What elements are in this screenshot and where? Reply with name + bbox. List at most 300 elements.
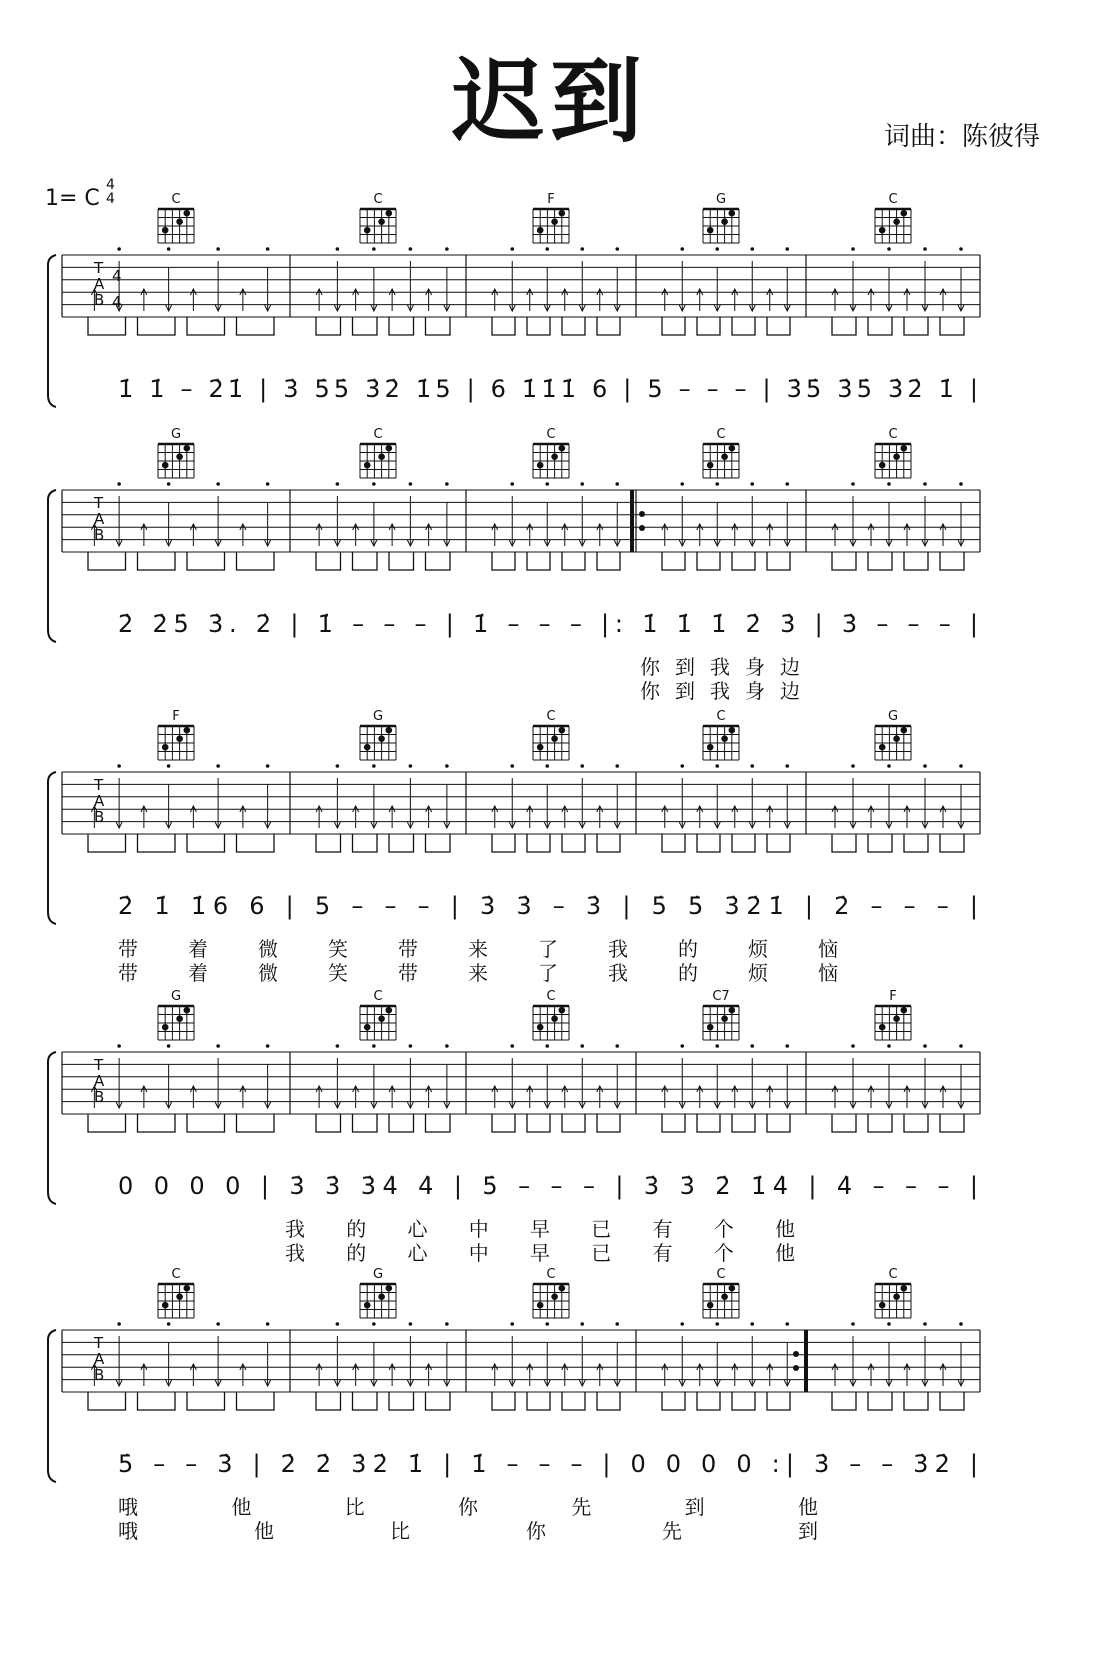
finger-dot (707, 1024, 714, 1031)
rhythm-beam (940, 317, 964, 335)
rhythm-beam (88, 1114, 126, 1132)
finger-dot (386, 210, 393, 217)
accent-dot (510, 1322, 514, 1326)
rhythm-beam (904, 834, 928, 852)
lyric-line-2: 你 到 我 身 边 (640, 679, 800, 703)
jianpu-notation: 0 0 0 0 | 3̇ 3̇ 3̇4̇ 4̇ | 5̇ – – – | 3̇ 3̇ 2̇ 1̇4̇ | 4̇ – – – | (118, 1172, 979, 1200)
accent-dot (580, 1044, 584, 1048)
rhythm-beam (138, 317, 176, 335)
finger-dot (901, 1007, 908, 1014)
accent-dot (409, 247, 413, 251)
finger-dot (162, 744, 169, 751)
rhythm-beam (492, 1392, 515, 1410)
accent-dot (923, 482, 927, 486)
rhythm-beam (187, 552, 225, 570)
finger-dot (378, 735, 385, 742)
tab-timesig-top: 4 (112, 267, 122, 285)
rhythm-beam (732, 834, 755, 852)
rhythm-beam (492, 834, 515, 852)
finger-dot (378, 1015, 385, 1022)
finger-dot (707, 462, 714, 469)
accent-dot (785, 1044, 789, 1048)
finger-dot (729, 1007, 736, 1014)
rhythm-beam (389, 1114, 414, 1132)
accent-dot (750, 1044, 754, 1048)
rhythm-beam (697, 552, 720, 570)
chord-name: C (171, 1267, 181, 1282)
accent-dot (445, 764, 449, 768)
finger-dot (176, 218, 183, 225)
jianpu-notation: 1̇ 1̇ – 2̇1̇ | 3̇ 5̇5̇ 3̇2̇ 1̇5 | 6 1̇1̇1̇ 6 | 5 – – – | 3̇5̇ 3̇5̇ 3̇2̇ 1̇ | (118, 375, 979, 403)
accent-dot (887, 482, 891, 486)
accent-dot (887, 764, 891, 768)
rhythm-beam (732, 1392, 755, 1410)
accent-dot (580, 1322, 584, 1326)
accent-dot (266, 247, 270, 251)
rhythm-beam (389, 1392, 414, 1410)
rhythm-beam (316, 1114, 341, 1132)
chord-name: C (373, 192, 383, 207)
finger-dot (551, 453, 558, 460)
finger-dot (721, 735, 728, 742)
finger-dot (378, 218, 385, 225)
system-2 (48, 427, 980, 703)
finger-dot (893, 453, 900, 460)
accent-dot (266, 1044, 270, 1048)
finger-dot (893, 1015, 900, 1022)
chord-name: G (715, 192, 727, 207)
accent-dot (409, 1322, 413, 1326)
repeat-start-thick (630, 490, 634, 552)
composer-credit: 词曲：陈彼得 (883, 122, 1040, 152)
finger-dot (364, 1302, 371, 1309)
tab-letter-t: T (94, 259, 104, 277)
rhythm-beam (562, 1114, 585, 1132)
finger-dot (378, 1293, 385, 1300)
rhythm-beam (237, 834, 275, 852)
chord-diagram (875, 1267, 911, 1318)
chord-name: F (547, 192, 555, 207)
finger-dot (721, 1015, 728, 1022)
chord-name: C (546, 427, 556, 442)
rhythm-beam (697, 834, 720, 852)
rhythm-beam (662, 1114, 685, 1132)
repeat-dot (793, 1365, 799, 1371)
rhythm-beam (904, 1392, 928, 1410)
rhythm-beam (138, 834, 176, 852)
accent-dot (959, 482, 963, 486)
chord-diagram (703, 989, 739, 1040)
key-signature: 1= C (45, 186, 100, 211)
chord-diagram (703, 192, 739, 243)
accent-dot (715, 482, 719, 486)
chord-diagram (533, 192, 569, 243)
song-title: 迟到 (451, 48, 648, 155)
chord-diagram (360, 192, 396, 243)
lyric-line-2: 带 着 微 笑 带 来 了 我 的 烦 恼 (118, 961, 838, 985)
rhythm-beam (316, 317, 341, 335)
tab-letter-a: A (94, 275, 105, 293)
tab-letter-a: A (94, 510, 105, 528)
lyric-line-1: 哦 他 比 你 先 到 他 (118, 1495, 818, 1519)
finger-dot (364, 1024, 371, 1031)
finger-dot (537, 227, 544, 234)
finger-dot (559, 1007, 566, 1014)
chord-diagram (360, 1267, 396, 1318)
accent-dot (785, 1322, 789, 1326)
finger-dot (378, 453, 385, 460)
tab-letter-b: B (94, 808, 105, 826)
rhythm-beam (940, 834, 964, 852)
finger-dot (184, 1285, 191, 1292)
rhythm-beam (868, 552, 892, 570)
accent-dot (615, 247, 619, 251)
chord-diagram (875, 427, 911, 478)
rhythm-beam (316, 1392, 341, 1410)
rhythm-beam (187, 834, 225, 852)
accent-dot (216, 1322, 220, 1326)
finger-dot (901, 445, 908, 452)
chord-name: C (546, 1267, 556, 1282)
chord-name: G (170, 427, 182, 442)
accent-dot (923, 1322, 927, 1326)
accent-dot (887, 1322, 891, 1326)
finger-dot (879, 227, 886, 234)
accent-dot (715, 764, 719, 768)
accent-dot (445, 247, 449, 251)
accent-dot (167, 247, 171, 251)
finger-dot (364, 744, 371, 751)
rhythm-beam (832, 834, 856, 852)
finger-dot (386, 445, 393, 452)
accent-dot (167, 1322, 171, 1326)
finger-dot (879, 744, 886, 751)
finger-dot (729, 1285, 736, 1292)
accent-dot (409, 764, 413, 768)
finger-dot (162, 1302, 169, 1309)
lyric-line-2: 哦 他 比 你 先 到 (118, 1519, 818, 1543)
rhythm-beam (904, 552, 928, 570)
accent-dot (959, 1044, 963, 1048)
chord-diagram (703, 1267, 739, 1318)
finger-dot (879, 1024, 886, 1031)
accent-dot (923, 247, 927, 251)
accent-dot (372, 764, 376, 768)
finger-dot (721, 453, 728, 460)
finger-dot (707, 227, 714, 234)
accent-dot (580, 764, 584, 768)
rhythm-beam (662, 552, 685, 570)
chord-name: C (888, 1267, 898, 1282)
accent-dot (887, 247, 891, 251)
rhythm-beam (88, 1392, 126, 1410)
finger-dot (176, 453, 183, 460)
finger-dot (551, 735, 558, 742)
rhythm-beam (426, 317, 451, 335)
repeat-dot (639, 525, 645, 531)
finger-dot (893, 1293, 900, 1300)
rhythm-beam (237, 1114, 275, 1132)
jianpu-notation: 2̇ 1̇ 1̇6 6 | 5 – – – | 3̇ 3̇ – 3̇ | 5̇ 5̇ 3̇2̇1̇ | 2̇ – – – | (118, 892, 978, 920)
rhythm-beam (597, 552, 620, 570)
rhythm-beam (662, 1392, 685, 1410)
accent-dot (117, 247, 121, 251)
accent-dot (545, 482, 549, 486)
tab-letter-t: T (94, 1056, 104, 1074)
rhythm-beam (426, 552, 451, 570)
rhythm-beam (527, 834, 550, 852)
rhythm-beam (353, 1114, 378, 1132)
accent-dot (117, 482, 121, 486)
rhythm-beam (597, 1114, 620, 1132)
rhythm-beam (353, 1392, 378, 1410)
finger-dot (707, 744, 714, 751)
accent-dot (336, 482, 340, 486)
rhythm-beam (767, 317, 790, 335)
accent-dot (750, 482, 754, 486)
chord-diagram (703, 709, 739, 760)
accent-dot (923, 764, 927, 768)
accent-dot (336, 247, 340, 251)
system-brace (48, 1052, 56, 1204)
accent-dot (510, 1044, 514, 1048)
system-5 (48, 1267, 980, 1543)
accent-dot (750, 247, 754, 251)
accent-dot (336, 764, 340, 768)
accent-dot (615, 1044, 619, 1048)
accent-dot (167, 482, 171, 486)
rhythm-beam (237, 317, 275, 335)
chord-diagram (158, 192, 194, 243)
chord-diagram (875, 989, 911, 1040)
accent-dot (923, 1044, 927, 1048)
accent-dot (117, 1044, 121, 1048)
accent-dot (680, 1044, 684, 1048)
rhythm-beam (697, 317, 720, 335)
chord-name: C (716, 427, 726, 442)
lyric-line-1: 我 的 心 中 早 已 有 个 他 (285, 1217, 795, 1241)
tab-timesig-bottom: 4 (112, 293, 122, 311)
rhythm-beam (732, 552, 755, 570)
finger-dot (559, 210, 566, 217)
chord-name: C (546, 709, 556, 724)
chord-name: F (889, 989, 897, 1004)
rhythm-beam (662, 834, 685, 852)
rhythm-beam (389, 834, 414, 852)
accent-dot (680, 764, 684, 768)
finger-dot (551, 1015, 558, 1022)
accent-dot (785, 482, 789, 486)
accent-dot (216, 247, 220, 251)
finger-dot (879, 1302, 886, 1309)
rhythm-beam (138, 1114, 176, 1132)
rhythm-beam (697, 1114, 720, 1132)
time-signature-bottom: 4 (106, 191, 115, 207)
accent-dot (372, 1044, 376, 1048)
rhythm-beam (868, 1114, 892, 1132)
rhythm-beam (88, 834, 126, 852)
lyric-line-2: 我 的 心 中 早 已 有 个 他 (285, 1241, 795, 1265)
lyric-line-1: 带 着 微 笑 带 来 了 我 的 烦 恼 (118, 937, 838, 961)
finger-dot (901, 727, 908, 734)
system-brace (48, 1330, 56, 1482)
rhythm-beam (868, 1392, 892, 1410)
rhythm-beam (832, 1114, 856, 1132)
finger-dot (184, 727, 191, 734)
rhythm-beam (732, 317, 755, 335)
finger-dot (893, 218, 900, 225)
system-4 (48, 989, 980, 1265)
rhythm-beam (562, 1392, 585, 1410)
chord-diagram (533, 709, 569, 760)
chord-name: C (171, 192, 181, 207)
accent-dot (887, 1044, 891, 1048)
accent-dot (680, 482, 684, 486)
accent-dot (680, 1322, 684, 1326)
chord-diagram (158, 1267, 194, 1318)
accent-dot (510, 247, 514, 251)
chord-name: C (716, 709, 726, 724)
chord-diagram (533, 427, 569, 478)
chord-name: G (372, 1267, 384, 1282)
accent-dot (959, 764, 963, 768)
accent-dot (445, 1322, 449, 1326)
rhythm-beam (138, 1392, 176, 1410)
finger-dot (386, 1285, 393, 1292)
tab-letter-t: T (94, 1334, 104, 1352)
accent-dot (580, 247, 584, 251)
chord-name: C (716, 1267, 726, 1282)
rhythm-beam (767, 1114, 790, 1132)
accent-dot (216, 482, 220, 486)
accent-dot (445, 482, 449, 486)
rhythm-beam (527, 1392, 550, 1410)
rhythm-beam (904, 1114, 928, 1132)
finger-dot (879, 462, 886, 469)
tab-letter-b: B (94, 291, 105, 309)
chord-name: C (888, 192, 898, 207)
rhythm-beam (868, 317, 892, 335)
finger-dot (162, 1024, 169, 1031)
chord-diagram (875, 709, 911, 760)
rhythm-beam (868, 834, 892, 852)
finger-dot (162, 462, 169, 469)
system-1 (48, 192, 980, 407)
accent-dot (409, 1044, 413, 1048)
finger-dot (721, 1293, 728, 1300)
accent-dot (615, 1322, 619, 1326)
finger-dot (176, 1293, 183, 1300)
finger-dot (559, 1285, 566, 1292)
accent-dot (117, 764, 121, 768)
finger-dot (559, 445, 566, 452)
chord-diagram (703, 427, 739, 478)
tab-letter-b: B (94, 526, 105, 544)
rhythm-beam (767, 1392, 790, 1410)
rhythm-beam (527, 1114, 550, 1132)
rhythm-beam (353, 552, 378, 570)
rhythm-beam (237, 1392, 275, 1410)
chord-name: C (888, 427, 898, 442)
finger-dot (893, 735, 900, 742)
rhythm-beam (187, 1392, 225, 1410)
rhythm-beam (138, 552, 176, 570)
accent-dot (851, 1044, 855, 1048)
chord-name: C7 (712, 989, 730, 1004)
finger-dot (537, 1024, 544, 1031)
accent-dot (510, 764, 514, 768)
chord-name: G (887, 709, 899, 724)
rhythm-beam (316, 834, 341, 852)
tab-letter-b: B (94, 1366, 105, 1384)
rhythm-beam (732, 1114, 755, 1132)
system-brace (48, 772, 56, 924)
chord-name: C (373, 427, 383, 442)
accent-dot (615, 482, 619, 486)
finger-dot (707, 1302, 714, 1309)
accent-dot (266, 764, 270, 768)
accent-dot (336, 1044, 340, 1048)
rhythm-beam (426, 834, 451, 852)
rhythm-beam (389, 317, 414, 335)
rhythm-beam (389, 552, 414, 570)
rhythm-beam (187, 317, 225, 335)
finger-dot (537, 462, 544, 469)
rhythm-beam (187, 1114, 225, 1132)
rhythm-beam (832, 1392, 856, 1410)
finger-dot (386, 727, 393, 734)
repeat-dot (793, 1351, 799, 1357)
tab-letter-t: T (94, 776, 104, 794)
accent-dot (851, 247, 855, 251)
finger-dot (184, 445, 191, 452)
finger-dot (184, 1007, 191, 1014)
jianpu-notation: 5̇ – – 3̇ | 2̇ 2̇ 3̇2̇ 1̇ | 1̇ – – – | 0 0 0 0 :| 3̇ – – 3̇2̇ | (118, 1450, 978, 1478)
accent-dot (715, 1044, 719, 1048)
accent-dot (117, 1322, 121, 1326)
finger-dot (729, 445, 736, 452)
repeat-dot (639, 511, 645, 517)
rhythm-beam (904, 317, 928, 335)
accent-dot (750, 764, 754, 768)
tab-letter-b: B (94, 1088, 105, 1106)
accent-dot (167, 764, 171, 768)
rhythm-beam (562, 552, 585, 570)
chord-diagram (875, 192, 911, 243)
chord-diagram (360, 709, 396, 760)
rhythm-beam (353, 317, 378, 335)
lyric-line-1: 你 到 我 身 边 (640, 655, 800, 679)
rhythm-beam (597, 317, 620, 335)
rhythm-beam (597, 1392, 620, 1410)
finger-dot (729, 210, 736, 217)
chord-name: F (172, 709, 180, 724)
finger-dot (162, 227, 169, 234)
accent-dot (336, 1322, 340, 1326)
finger-dot (537, 744, 544, 751)
chord-diagram (158, 427, 194, 478)
rhythm-beam (940, 552, 964, 570)
accent-dot (851, 764, 855, 768)
accent-dot (445, 1044, 449, 1048)
finger-dot (176, 735, 183, 742)
finger-dot (364, 227, 371, 234)
finger-dot (721, 218, 728, 225)
chord-diagram (360, 989, 396, 1040)
rhythm-beam (940, 1114, 964, 1132)
chord-name: G (170, 989, 182, 1004)
rhythm-beam (237, 552, 275, 570)
